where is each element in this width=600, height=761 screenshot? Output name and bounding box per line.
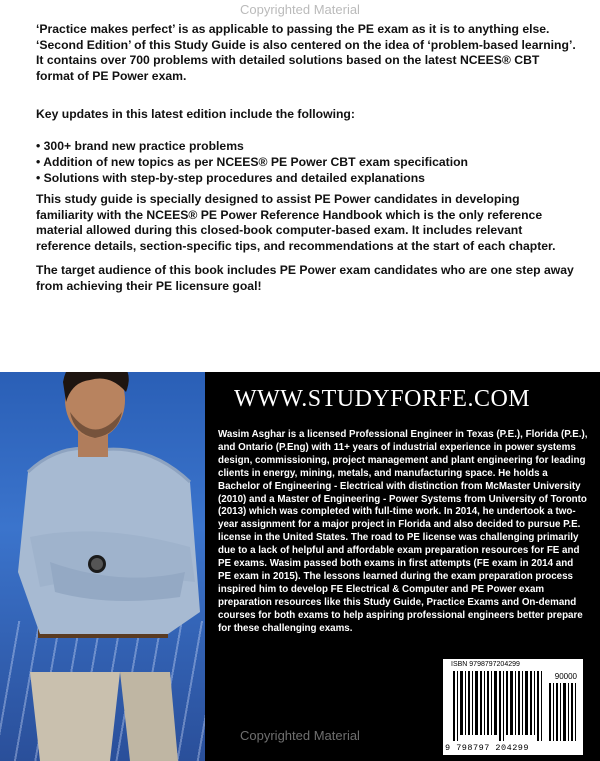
- intro-paragraph: ‘Practice makes perfect’ is as applicable to passing the PE exam as it is to anything else. ‘Second Edition’ of this Study Guide is also centered on the idea of ‘problem-based learning’. It contains over 700 problems with detailed solutions based on the latest NCEES® CBT format of PE Power exam.: [36, 22, 576, 83]
- isbn-label: ISBN 9798797204299: [451, 661, 520, 668]
- website-headline: WWW.STUDYFORFE.COM: [234, 386, 531, 412]
- barcode: [443, 659, 583, 755]
- author-bio: Wasim Asghar is a licensed Professional Engineer in Texas (P.E.), Florida (P.E.), and Ontario (P.Eng) with 11+ years of industrial experience in power systems design, commissioning, project management and plant engineering for leading clients in energy, mining, metals, and manufacturing space. He holds a Bachelor of Engineering - Electrical with distinction from McMaster University (2010) and a Master of Engineering - Power Systems from University of Toronto (2013) which was completed with full-time work. In 2014, he undertook a two-year assignment for a major project in Florida and also decided to pursue P.E. license in the United States. The road to PE license was challenging primarily due to a lack of helpful and affordable exam preparation resources for FE and PE exams. Wasim passed both exams in first attempts (FE exam in 2014 and PE exam in 2015). The lessons learned during the exam preparation process inspired him to develop FE Electrical & Computer and PE Power exam preparation resources like this Study Guide, Practice Exams and On-demand courses for both exams to help aspiring professional engineers better prepare for these challenging exams.: [218, 429, 588, 634]
- watermark-bottom: Copyrighted Material: [240, 728, 360, 743]
- audience-paragraph: The target audience of this book includes PE Power exam candidates who are one step away from achieving their PE licensure goal!: [36, 263, 574, 293]
- watermark-top: Copyrighted Material: [240, 2, 360, 17]
- author-photo: [0, 372, 205, 761]
- update-item: • 300+ brand new practice problems: [36, 138, 468, 154]
- back-cover-top: [0, 0, 600, 372]
- study-guide-paragraph: This study guide is specially designed to assist PE Power candidates in developing familiarity with the NCEES® PE Power Reference Handbook which is the only reference material allowed during this closed-book computer-based exam. It includes relevant reference details, section-specific tips, and recommendations at the start of each chapter.: [36, 192, 556, 253]
- update-item: • Solutions with step-by-step procedures and detailed explanations: [36, 170, 468, 186]
- author-figure: [0, 372, 205, 761]
- price-code: 90000: [554, 672, 577, 681]
- barcode-bars: [443, 659, 583, 755]
- updates-list: [36, 138, 468, 186]
- barcode-number: 9 798797 204299: [445, 743, 530, 753]
- update-item: • Addition of new topics as per NCEES® PE Power CBT exam specification: [36, 154, 468, 170]
- author-section: [0, 372, 600, 761]
- updates-heading: Key updates in this latest edition include the following:: [36, 107, 355, 121]
